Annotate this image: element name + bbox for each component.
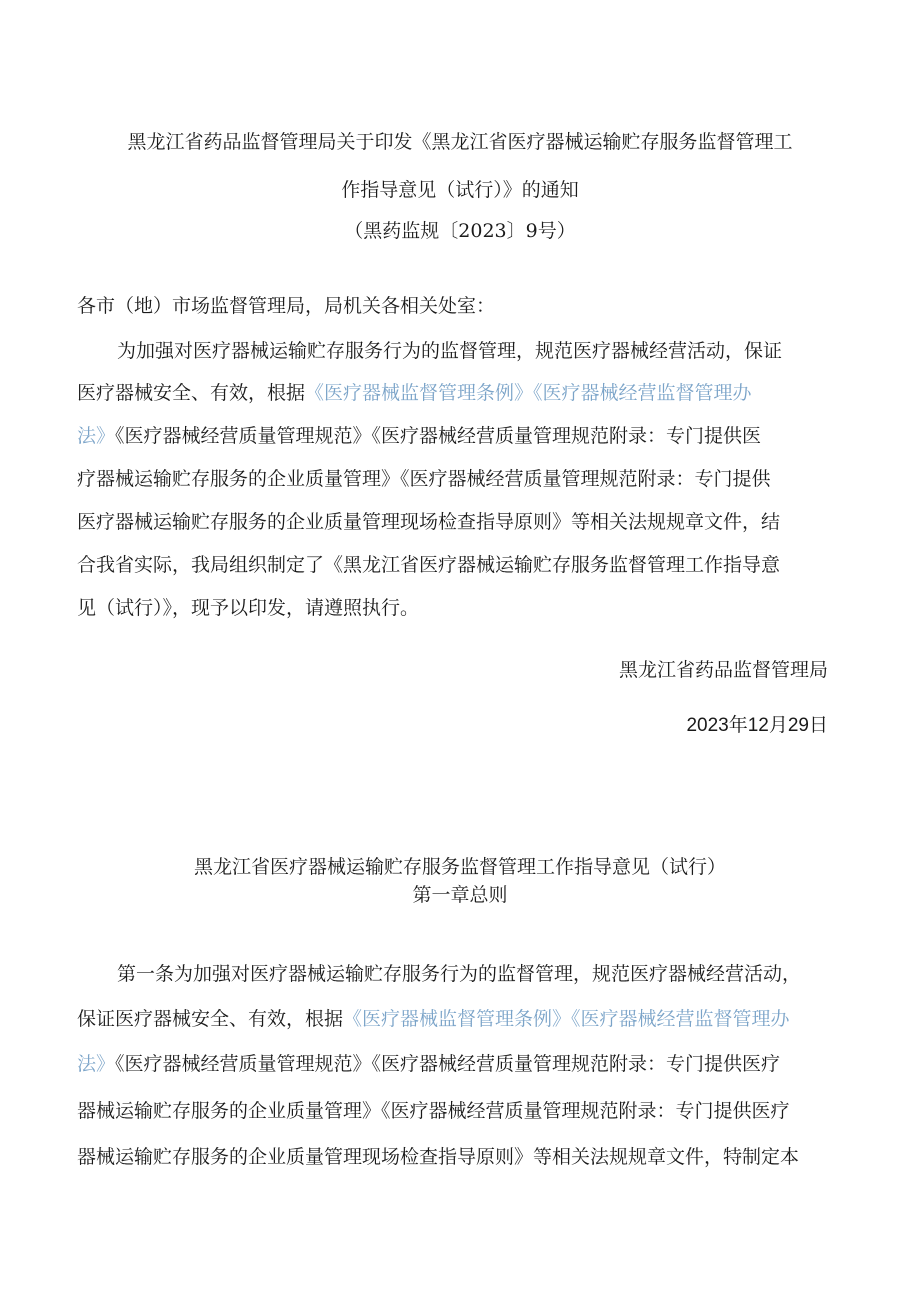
document-number: （黑药监规〔2023〕9号） [344, 220, 576, 242]
regulation-link[interactable]: 《医疗器械监督管理条例》 [343, 1008, 572, 1030]
article-line [77, 1049, 780, 1076]
regulation-link[interactable]: 法》 [77, 425, 116, 447]
notice-paragraph-line: 合我省实际，我局组织制定了《黑龙江省医疗器械运输贮存服务监督管理工作指导意 [77, 554, 781, 576]
chapter-heading: 第一章总则 [412, 884, 508, 906]
paragraph-text: 《医疗器械经营质量管理规范》《医疗器械经营质量管理规范附录：专门提供医 [115, 425, 762, 447]
article-line [77, 1004, 790, 1031]
notice-paragraph-line: 为加强对医疗器械运输贮存服务行为的监督管理，规范医疗器械经营活动，保证 [117, 340, 783, 362]
notice-paragraph-line [77, 378, 752, 405]
notice-title-line2: 作指导意见（试行）》的通知 [341, 179, 579, 201]
article-text: 《医疗器械经营质量管理规范》《医疗器械经营质量管理规范附录：专门提供医疗 [115, 1053, 781, 1075]
notice-paragraph-line: 见（试行）》，现予以印发，请遵照执行。 [77, 597, 420, 619]
regulation-link[interactable]: 《医疗器械经营监督管理办 [533, 382, 752, 404]
guideline-title: 黑龙江省医疗器械运输贮存服务监督管理工作指导意见（试行） [193, 856, 726, 878]
regulation-link[interactable]: 《医疗器械经营监督管理办 [571, 1008, 790, 1030]
article-line: 器械运输贮存服务的企业质量管理》《医疗器械经营质量管理规范附录：专门提供医疗 [77, 1100, 790, 1122]
notice-paragraph-line: 疗器械运输贮存服务的企业质量管理》《医疗器械经营质量管理规范附录：专门提供 [77, 468, 771, 490]
article-text: 保证医疗器械安全、有效，根据 [77, 1008, 344, 1030]
issue-date: 2023年12月29日 [686, 715, 828, 736]
notice-paragraph-line: 医疗器械运输贮存服务的企业质量管理现场检查指导原则》等相关法规规章文件，结 [77, 511, 781, 533]
notice-title-line1: 黑龙江省药品监督管理局关于印发《黑龙江省医疗器械运输贮存服务监督管理工 [127, 131, 793, 153]
notice-paragraph-line [77, 421, 761, 448]
paragraph-text: 医疗器械安全、有效，根据 [77, 382, 306, 404]
salutation: 各市（地）市场监督管理局，局机关各相关处室： [77, 295, 496, 317]
article-line: 器械运输贮存服务的企业质量管理现场检查指导原则》等相关法规规章文件，特制定本 [77, 1146, 800, 1168]
article-line: 第一条为加强对医疗器械运输贮存服务行为的监督管理，规范医疗器械经营活动， [117, 963, 802, 985]
regulation-link[interactable]: 法》 [77, 1053, 116, 1075]
regulation-link[interactable]: 《医疗器械监督管理条例》 [305, 382, 534, 404]
issuer-signature: 黑龙江省药品监督管理局 [618, 659, 828, 681]
